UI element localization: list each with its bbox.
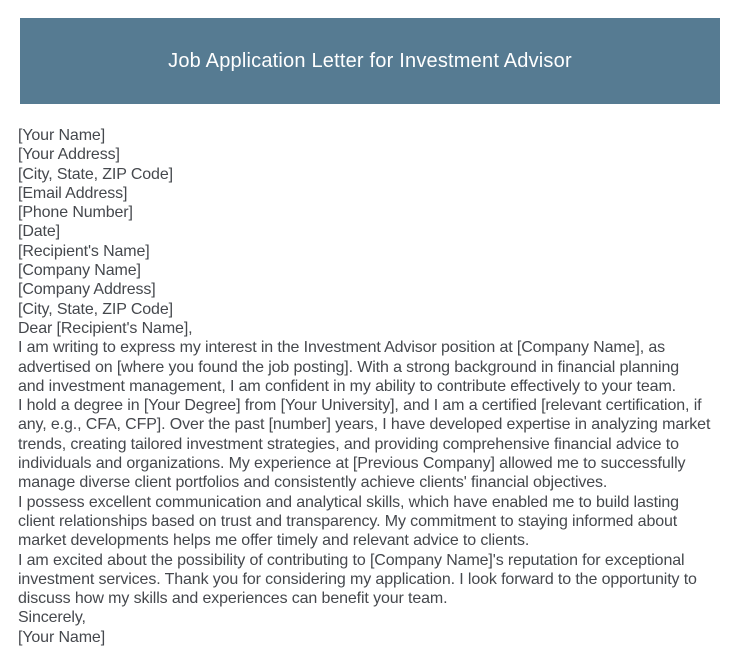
letter-line: Dear [Recipient's Name], — [18, 319, 193, 337]
letter-line: [Email Address] — [18, 184, 128, 202]
letter-line: [Company Address] — [18, 281, 156, 299]
page-title: Job Application Letter for Investment Advisor — [168, 49, 572, 72]
letter-line: client relationships based on trust and transparency. My commitment to staying informed about — [18, 512, 678, 530]
letter-line: I possess excellent communication and analytical skills, which have enabled me to build lasting — [18, 493, 679, 511]
letter-line: advertised on [where you found the job posting]. With a strong background in financial planning — [18, 358, 680, 376]
document-header — [20, 18, 720, 104]
letter-line: [Your Name] — [18, 127, 106, 144]
letter-line: market developments helps me offer timely and relevant advice to clients. — [18, 532, 530, 550]
letter-line: discuss how my skills and experiences can benefit your team. — [18, 590, 448, 608]
letter-line: trends, creating tailored investment strategies, and providing comprehensive financial advice to — [18, 435, 679, 453]
letter-line: [Company Name] — [18, 262, 141, 280]
letter-line: I hold a degree in [Your Degree] from [Your University], and I am a certified [relevant certification, if — [18, 397, 702, 415]
letter-line: [City, State, ZIP Code] — [18, 165, 173, 183]
letter-line: I am writing to express my interest in the Investment Advisor position at [Company Name], as — [18, 339, 666, 357]
letter-line: investment services. Thank you for considering my application. I look forward to the opportunity to — [18, 570, 697, 588]
letter-line: Sincerely, — [18, 609, 86, 627]
letter-line: [Recipient's Name] — [18, 242, 150, 260]
letter-line: [City, State, ZIP Code] — [18, 300, 173, 318]
letter-line: I am excited about the possibility of contributing to [Company Name]'s reputation for exceptional — [18, 551, 685, 569]
letter-line: [Your Name] — [18, 628, 106, 646]
letter-line: any, e.g., CFA, CFP]. Over the past [number] years, I have developed expertise in analyzing market — [18, 416, 711, 434]
letter-line: and investment management, I am confident in my ability to contribute effectively to your team. — [18, 377, 676, 395]
letter-line: manage diverse client portfolios and consistently achieve clients' financial objectives. — [18, 474, 608, 492]
letter-line: [Date] — [18, 223, 60, 241]
letter-line: [Phone Number] — [18, 204, 133, 222]
letter-body — [18, 126, 740, 647]
letter-line: [Your Address] — [18, 146, 120, 164]
letter-line: individuals and organizations. My experience at [Previous Company] allowed me to successfully — [18, 455, 686, 473]
